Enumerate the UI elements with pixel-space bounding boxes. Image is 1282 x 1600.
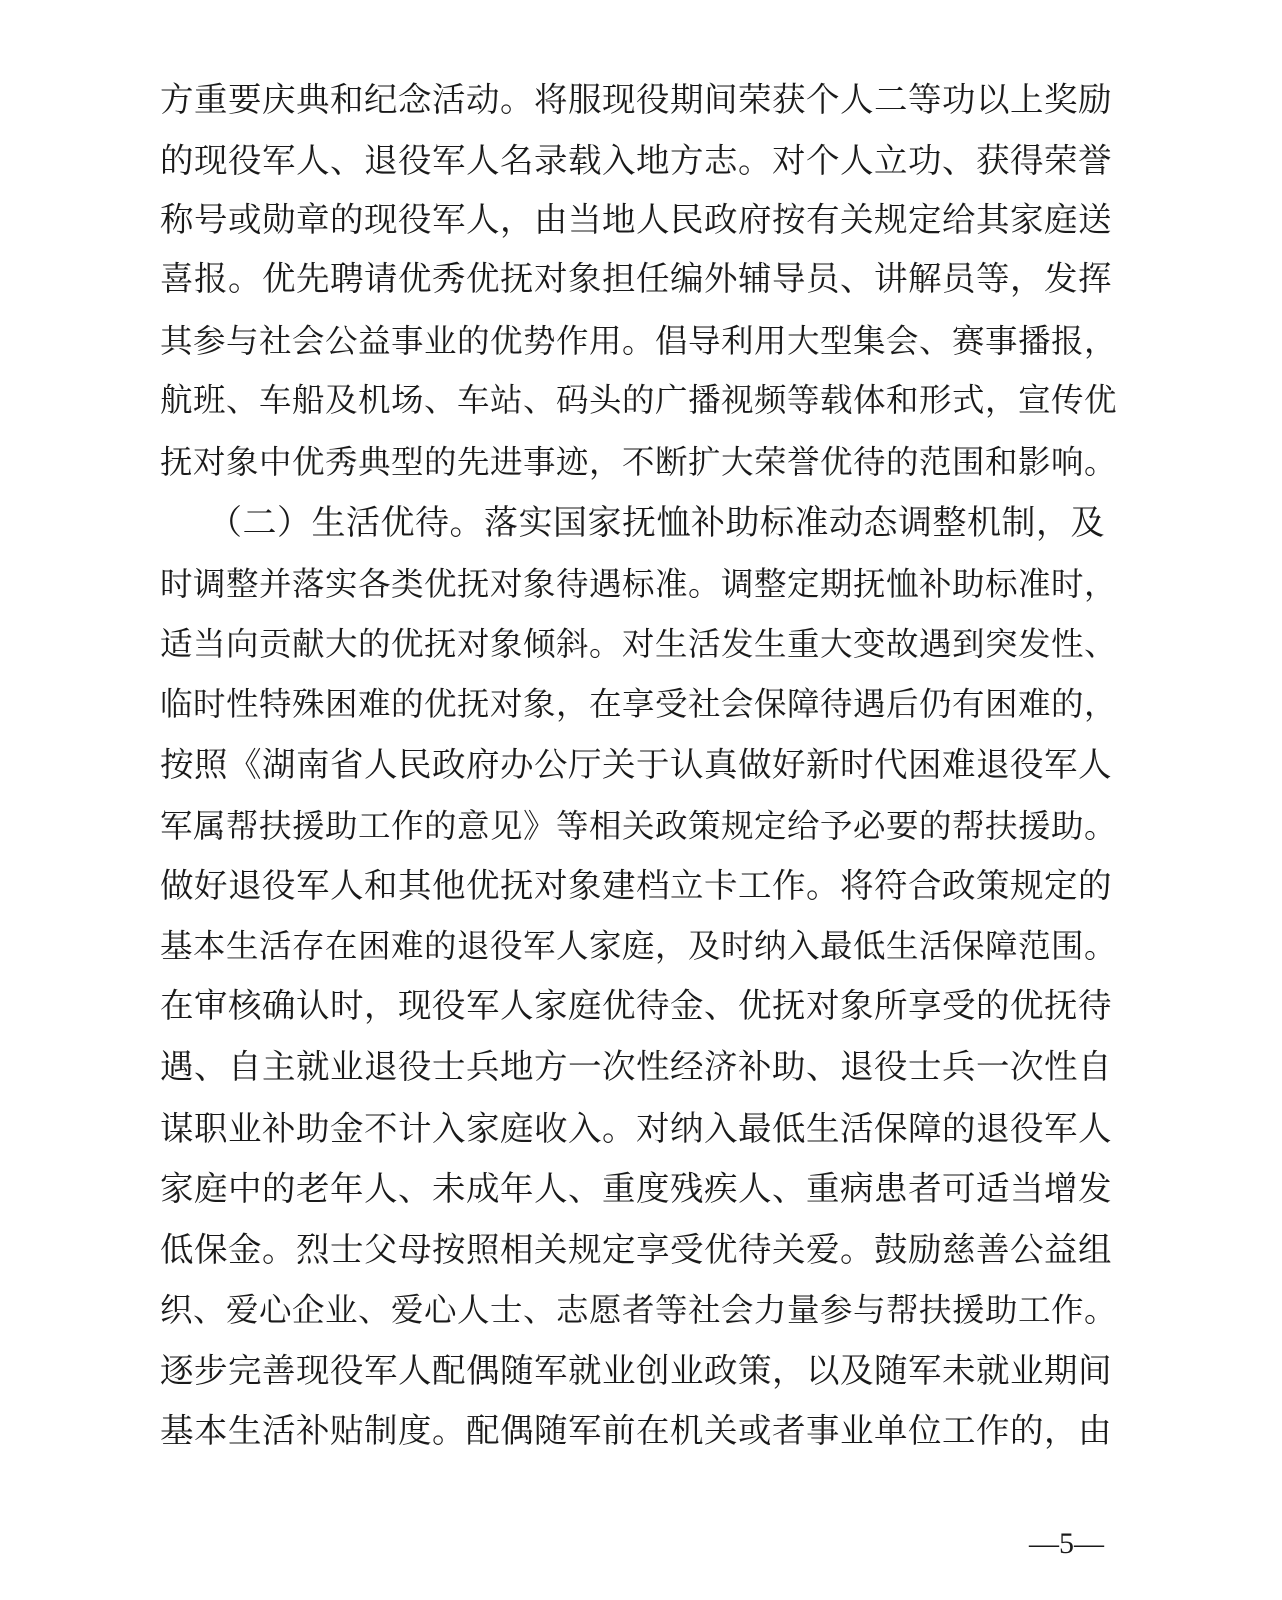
paragraph-first-line xyxy=(208,493,1120,553)
section-heading: （二）生活优待 xyxy=(208,503,450,543)
text-line: 临时性特殊困难的优抚对象，在享受社会保障待遇后仍有困难的， xyxy=(160,685,1118,723)
text-line: 适当向贡献大的优抚对象倾斜。对生活发生重大变故遇到突发性、 xyxy=(160,625,1118,663)
text-line: 方重要庆典和纪念活动。将服现役期间荣获个人二等功以上奖励 xyxy=(160,80,1112,119)
page-number: —5— xyxy=(1029,1527,1104,1560)
text-line: 按照《湖南省人民政府办公厅关于认真做好新时代困难退役军人 xyxy=(160,745,1112,784)
text-line: 在审核确认时，现役军人家庭优待金、优抚对象所享受的优抚待 xyxy=(160,986,1112,1025)
text-line: 其参与社会公益事业的优势作用。倡导利用大型集会、赛事播报， xyxy=(160,322,1118,360)
text-line: 谋职业补助金不计入家庭收入。对纳入最低生活保障的退役军人 xyxy=(160,1109,1112,1148)
text-line: 基本生活存在困难的退役军人家庭，及时纳入最低生活保障范围。 xyxy=(160,927,1118,965)
text-line: 逐步完善现役军人配偶随军就业创业政策，以及随军未就业期间 xyxy=(160,1351,1112,1390)
text-line: 遇、自主就业退役士兵地方一次性经济补助、退役士兵一次性自 xyxy=(160,1047,1112,1086)
text-line: 时调整并落实各类优抚对象待遇标准。调整定期抚恤补助标准时， xyxy=(160,565,1118,603)
text-line: 家庭中的老年人、未成年人、重度残疾人、重病患者可适当增发 xyxy=(160,1169,1112,1208)
text-line: 织、爱心企业、爱心人士、志愿者等社会力量参与帮扶援助工作。 xyxy=(160,1291,1118,1329)
text-line: 喜报。优先聘请优秀优抚对象担任编外辅导员、讲解员等，发挥 xyxy=(160,259,1112,298)
text-line: 称号或勋章的现役军人，由当地人民政府按有关规定给其家庭送 xyxy=(160,200,1112,239)
text-line: 的现役军人、退役军人名录载入地方志。对个人立功、获得荣誉 xyxy=(160,141,1112,180)
text-line: 基本生活补贴制度。配偶随军前在机关或者事业单位工作的，由 xyxy=(160,1411,1112,1450)
text-line: 航班、车船及机场、车站、码头的广播视频等载体和形式，宣传优 xyxy=(160,381,1118,419)
text-line: 低保金。烈士父母按照相关规定享受优待关爱。鼓励慈善公益组 xyxy=(160,1230,1112,1269)
text-line: 军属帮扶援助工作的意见》等相关政策规定给予必要的帮扶援助。 xyxy=(160,807,1118,845)
text-span: 。落实国家抚恤补助标准动态调整机制，及 xyxy=(449,503,1105,543)
text-line: 做好退役军人和其他优抚对象建档立卡工作。将符合政策规定的 xyxy=(160,866,1112,905)
text-line: 抚对象中优秀典型的先进事迹，不断扩大荣誉优待的范围和影响。 xyxy=(160,443,1118,481)
